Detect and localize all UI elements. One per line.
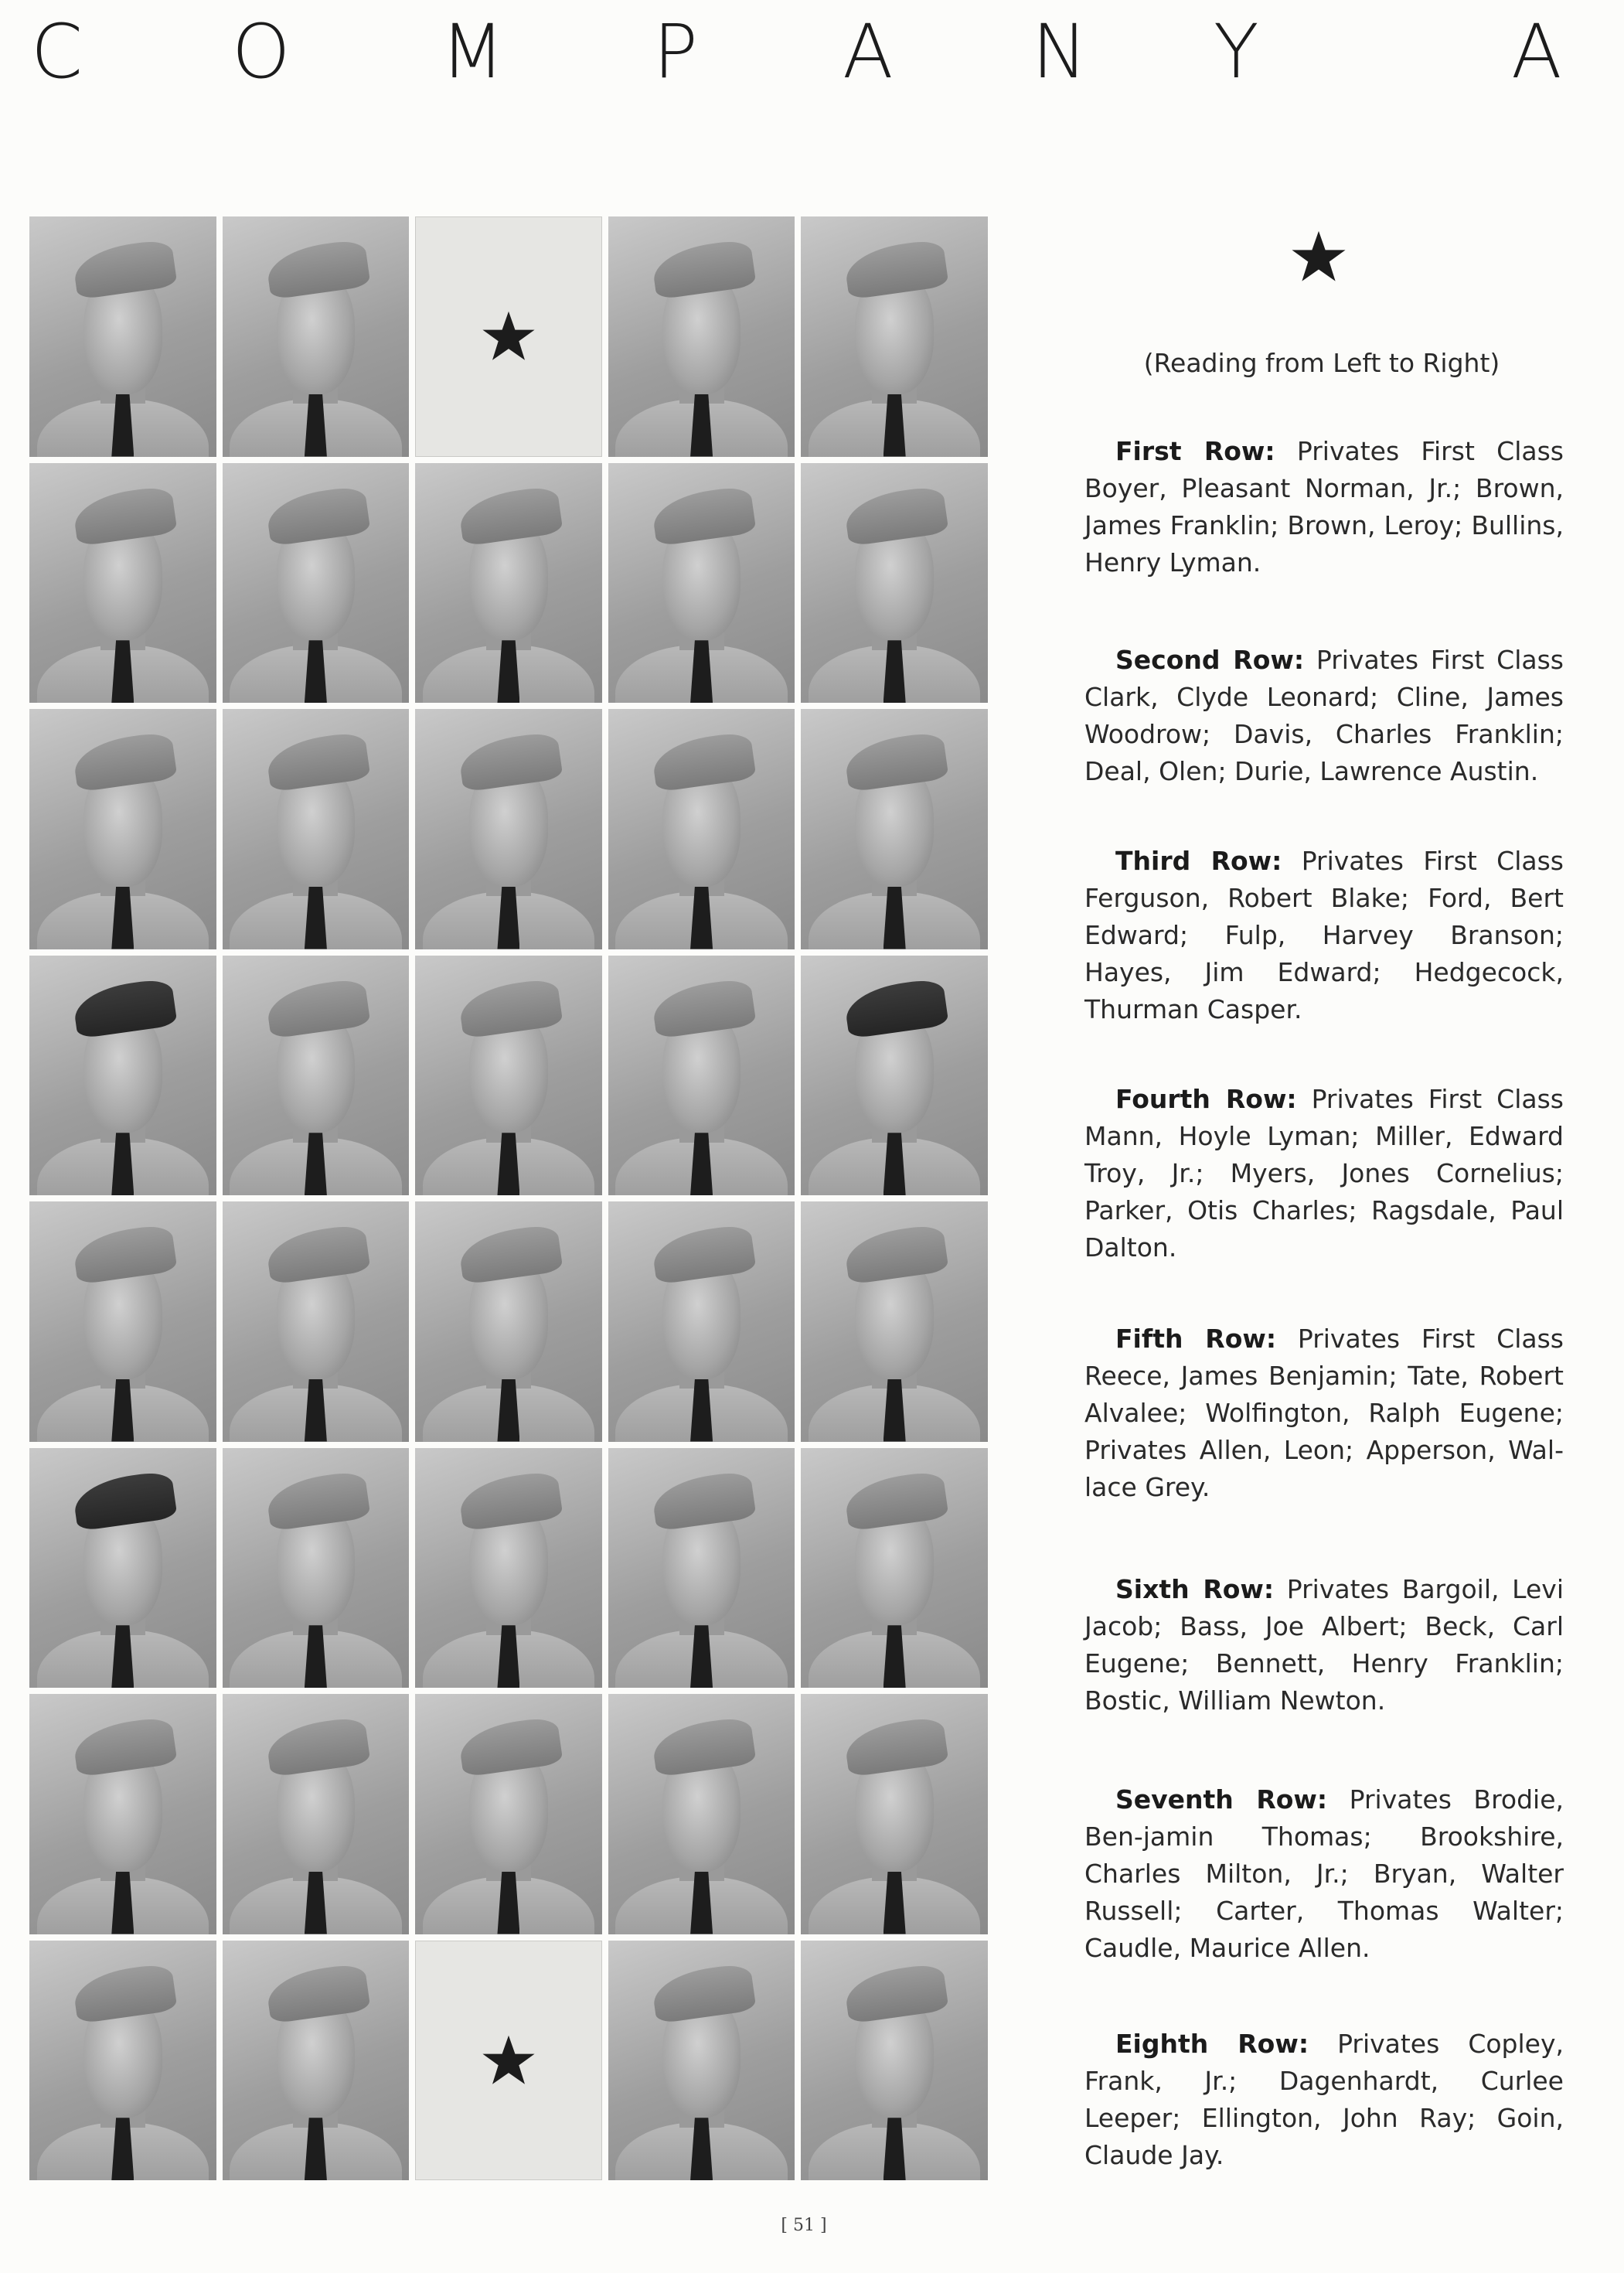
portrait-photo: [223, 216, 410, 457]
row-caption-third: [1084, 843, 1564, 1028]
portrait-photo: [608, 1694, 795, 1934]
portrait-photo: [415, 1448, 602, 1689]
portrait-photo: [29, 956, 216, 1196]
portrait-photo: [801, 1448, 988, 1689]
row-caption-names: Privates First Class Clark, Clyde Leonard; Cline, James Woodrow; Davis, Charles Franklin; Deal, Olen; Durie, Lawrence Austin.: [1084, 645, 1564, 786]
page-title: [0, 9, 1624, 94]
row-caption-names: Privates First Class Mann, Hoyle Lyman; Miller, Edward Troy, Jr.; Myers, Jones Cornelius; Parker, Otis Charles; Ragsdale, Paul Dalton.: [1084, 1084, 1564, 1263]
star-icon: [1291, 229, 1347, 285]
portrait-placeholder: [415, 216, 602, 457]
row-caption-label: Eighth Row:: [1115, 2029, 1309, 2059]
portrait-grid: [29, 216, 988, 2180]
portrait-photo: [223, 1201, 410, 1442]
portrait-photo: [415, 463, 602, 704]
row-caption-seventh: [1084, 1781, 1564, 1967]
row-caption-second: [1084, 642, 1564, 790]
page-number: [ 51 ]: [781, 2216, 827, 2235]
row-caption-names: Privates First Class Boyer, Pleasant Norman, Jr.; Brown, James Franklin; Brown, Leroy; Bullins, Henry Lyman.: [1084, 436, 1564, 578]
portrait-photo: [608, 1941, 795, 2181]
title-letter: C: [31, 9, 83, 95]
portrait-photo: [29, 1694, 216, 1934]
reading-direction-note: (Reading from Left to Right): [1143, 348, 1500, 378]
row-caption-names: Privates First Class Ferguson, Robert Blake; Ford, Bert Edward; Fulp, Harvey Branson; Hayes, Jim Edward; Hedgecock, Thurman Casper.: [1084, 846, 1564, 1024]
portrait-photo: [223, 1941, 410, 2181]
portrait-photo: [415, 1201, 602, 1442]
title-letter: P: [653, 9, 698, 95]
row-caption-first: [1084, 433, 1564, 581]
row-caption-label: Fifth Row:: [1115, 1324, 1277, 1354]
portrait-photo: [223, 709, 410, 949]
row-caption-names: Privates Copley, Frank, Jr.; Dagenhardt, Curlee Leeper; Ellington, John Ray; Goin, Claude Jay.: [1084, 2029, 1564, 2170]
portrait-photo: [223, 956, 410, 1196]
row-caption-label: First Row:: [1115, 436, 1275, 466]
portrait-photo: [29, 1941, 216, 2181]
portrait-photo: [223, 1694, 410, 1934]
portrait-photo: [29, 709, 216, 949]
portrait-photo: [608, 1201, 795, 1442]
row-caption-label: Seventh Row:: [1115, 1784, 1328, 1815]
portrait-photo: [608, 216, 795, 457]
row-caption-label: Sixth Row:: [1115, 1574, 1275, 1604]
portrait-photo: [608, 1448, 795, 1689]
row-caption-label: Second Row:: [1115, 645, 1305, 675]
portrait-photo: [801, 463, 988, 704]
star-icon: [482, 2033, 536, 2087]
portrait-photo: [608, 709, 795, 949]
portrait-photo: [801, 709, 988, 949]
portrait-photo: [415, 1694, 602, 1934]
portrait-photo: [223, 1448, 410, 1689]
portrait-photo: [801, 1201, 988, 1442]
row-caption-label: Third Row:: [1115, 846, 1282, 876]
star-icon: [482, 309, 536, 363]
title-letter: O: [232, 9, 291, 95]
portrait-photo: [29, 216, 216, 457]
title-letter: N: [1032, 9, 1088, 95]
portrait-photo: [29, 1448, 216, 1689]
title-letter: A: [843, 9, 894, 95]
row-caption-names: Privates Bargoil, Levi Jacob; Bass, Joe Albert; Beck, Carl Eugene; Bennett, Henry Franklin; Bostic, William Newton.: [1084, 1574, 1564, 1716]
portrait-photo: [415, 709, 602, 949]
row-caption-names: Privates Brodie, Ben-jamin Thomas; Brookshire, Charles Milton, Jr.; Bryan, Walter Russell; Carter, Thomas Walter; Caudle, Maurice Allen.: [1084, 1784, 1564, 1963]
row-caption-names: Privates First Class Reece, James Benjamin; Tate, Robert Alvalee; Wolfington, Ralph Eugene; Privates Allen, Leon; Apperson, Wal-lace Grey.: [1084, 1324, 1564, 1502]
title-letter: A: [1511, 9, 1562, 95]
title-letter: Y: [1214, 9, 1259, 95]
portrait-photo: [223, 463, 410, 704]
portrait-photo: [801, 1694, 988, 1934]
row-caption-fourth: [1084, 1081, 1564, 1266]
portrait-photo: [608, 463, 795, 704]
portrait-placeholder: [415, 1941, 602, 2181]
portrait-photo: [29, 463, 216, 704]
portrait-photo: [608, 956, 795, 1196]
portrait-photo: [29, 1201, 216, 1442]
portrait-photo: [801, 1941, 988, 2181]
portrait-photo: [801, 216, 988, 457]
row-caption-fifth: [1084, 1321, 1564, 1506]
row-caption-eighth: [1084, 2026, 1564, 2174]
portrait-photo: [801, 956, 988, 1196]
title-letter: M: [441, 9, 505, 95]
portrait-photo: [415, 956, 602, 1196]
row-caption-sixth: [1084, 1571, 1564, 1719]
row-caption-label: Fourth Row:: [1115, 1084, 1297, 1114]
